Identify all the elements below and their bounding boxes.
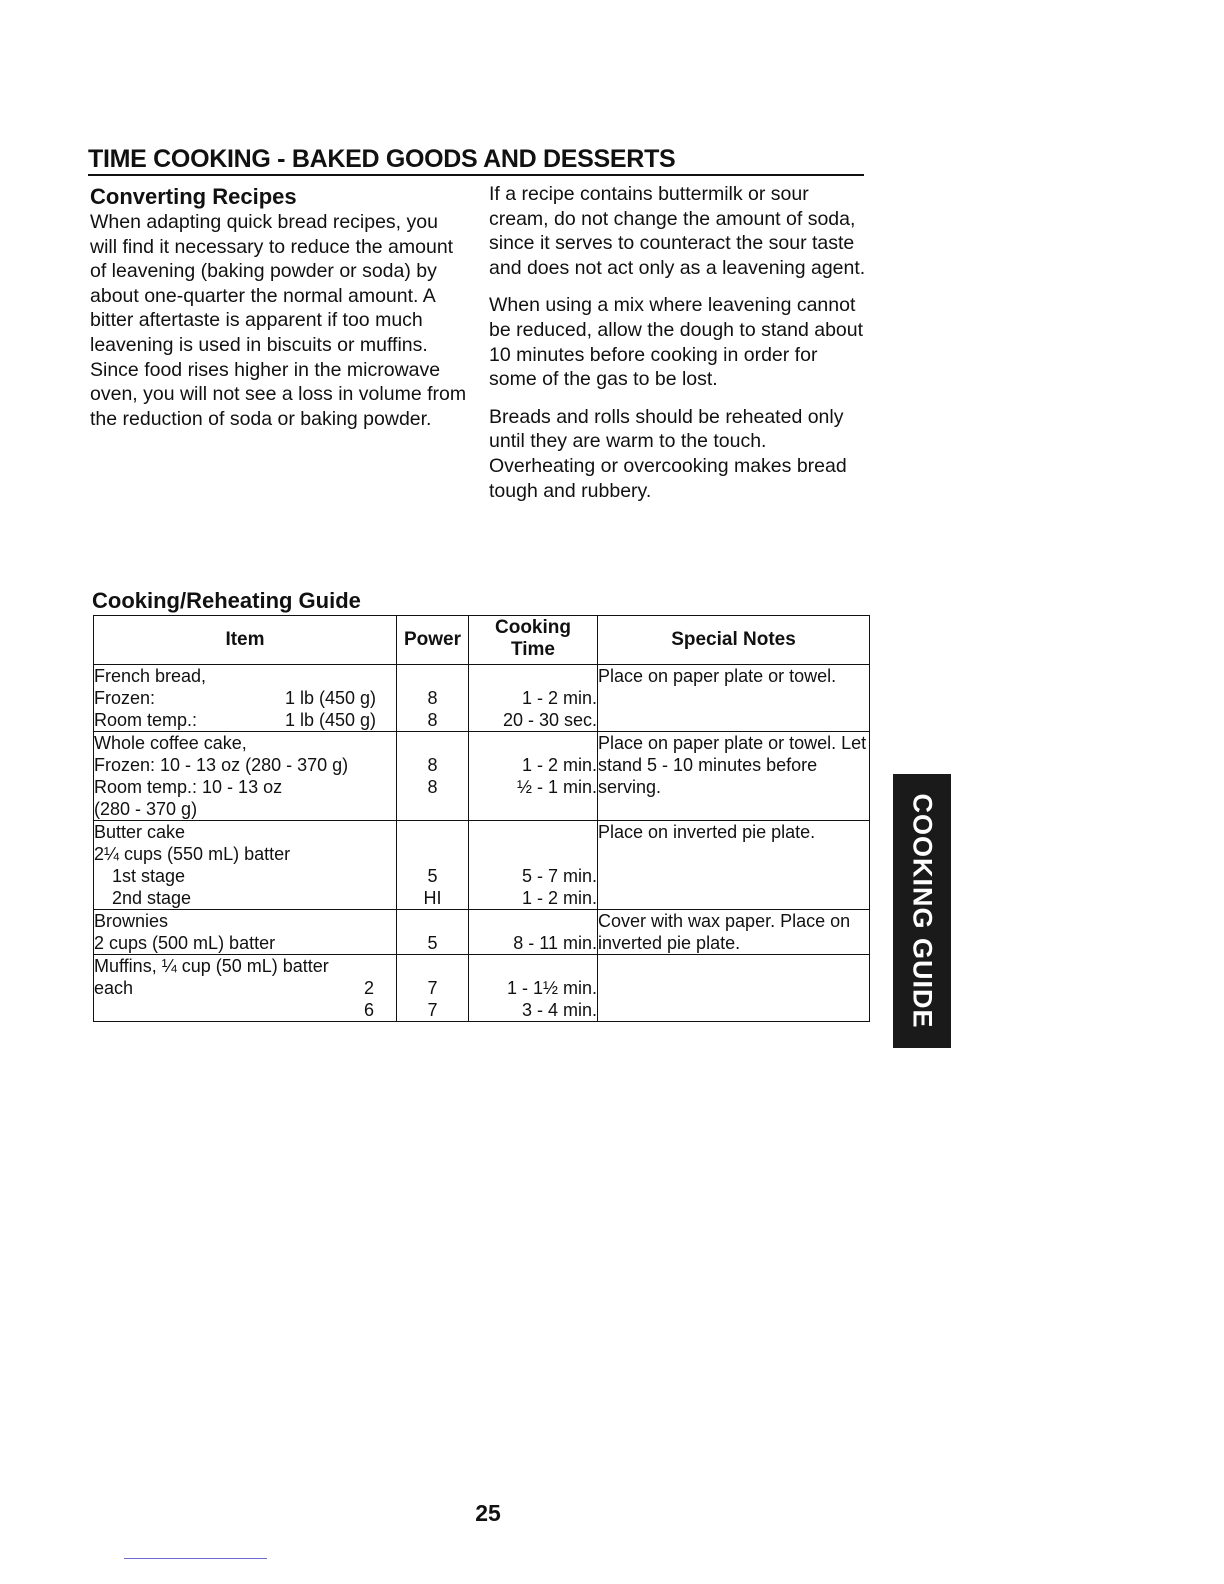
power-value: 7 [427,1000,438,1020]
item-label: Room temp.: [94,710,198,730]
power-cell [397,732,469,821]
item-amount: 1 lb (450 g) [284,688,376,708]
power-value: 7 [427,978,438,998]
notes-cell [598,955,870,1022]
item-line: French bread, [94,666,207,686]
power-value: 8 [427,710,438,730]
item-line: (280 - 370 g) [94,799,198,819]
item-label: Frozen: [94,688,156,708]
item-cell [94,732,397,821]
item-line: Room temp.: 10 - 13 oz [94,777,283,797]
time-value: 8 - 11 min. [513,933,597,953]
header-item: Item [94,616,397,665]
time-value: 1 - 1½ min. [506,978,597,998]
notes-cell: Place on inverted pie plate. [598,821,870,910]
item-label: each [94,978,134,998]
cooking-guide-table [93,615,870,1022]
item-line: Whole coffee cake, [94,733,247,753]
page-number: 25 [475,1500,501,1526]
table-header-row [94,616,870,665]
item-line: Muffins, ¼ cup (50 mL) batter [94,956,329,976]
table-row [94,910,870,955]
item-line: Frozen: 10 - 13 oz (280 - 370 g) [94,755,349,775]
item-line: 2 cups (500 mL) batter [94,933,276,953]
power-value [397,955,468,977]
item-line: Butter cake [94,822,186,842]
table-row [94,955,870,1022]
table-row [94,665,870,732]
power-value: 8 [427,777,438,797]
header-time-line2: Time [510,639,555,660]
table-row [94,821,870,910]
time-cell [469,732,598,821]
item-line: Brownies [94,911,169,931]
item-cell [94,665,397,732]
notes-cell: Place on paper plate or towel. Let stand 5 - 10 minutes before serving. [598,732,870,821]
time-value: 5 - 7 min. [521,866,597,886]
time-value [469,665,597,687]
time-value: 3 - 4 min. [521,1000,597,1020]
power-cell [397,665,469,732]
page-title: TIME COOKING - BAKED GOODS AND DESSERTS [88,144,864,176]
power-value [397,843,468,865]
item-line: 2¼ cups (550 mL) batter [94,844,291,864]
converting-recipes-section [90,184,470,431]
time-value: 1 - 2 min. [521,688,597,708]
header-cooking-time [469,616,598,665]
time-value: 1 - 2 min. [521,755,597,775]
notes-cell: Place on paper plate or towel. [598,665,870,732]
item-line [94,977,396,999]
power-value [397,665,468,687]
time-value [469,821,597,843]
time-value: ½ - 1 min. [516,777,597,797]
item-cell [94,821,397,910]
time-cell [469,821,598,910]
power-value: HI [423,888,442,908]
item-line [94,709,396,731]
right-column-section [489,182,869,516]
table-row [94,732,870,821]
item-line [94,999,396,1021]
time-value [469,955,597,977]
header-time-line1: Cooking [495,617,571,638]
power-value [397,732,468,754]
header-power: Power [397,616,469,665]
time-cell [469,955,598,1022]
item-line [94,687,396,709]
power-cell [397,955,469,1022]
item-cell [94,910,397,955]
power-value [397,821,468,843]
time-value [469,910,597,932]
item-line: 2nd stage [112,888,192,908]
header-special-notes: Special Notes [598,616,870,665]
time-value: 20 - 30 sec. [502,710,597,730]
power-cell [397,910,469,955]
converting-recipes-paragraph: When adapting quick bread recipes, you will find it necessary to reduce the amount of leavening (baking powder or soda) by about one-quarter the normal amount. A bitter aftertaste is apparent if too much leavening is used in biscuits or muffins. Since food rises higher in the microwave oven, you will not see a loss in volume from the reduction of soda or baking powder. [90,211,467,430]
reheat-breads-paragraph: Breads and rolls should be reheated only until they are warm to the touch. Overheating or overcooking makes bread tough and rubbery. [489,405,847,502]
side-tab-label: COOKING GUIDE [907,793,938,1029]
converting-recipes-heading: Converting Recipes [90,184,297,209]
item-count: 2 [363,978,374,998]
item-amount: 1 lb (450 g) [284,710,376,730]
time-value: 1 - 2 min. [521,888,597,908]
notes-cell: Cover with wax paper. Place on inverted pie plate. [598,910,870,955]
power-value: 5 [427,866,438,886]
time-value [469,732,597,754]
time-cell [469,665,598,732]
mix-leavening-paragraph: When using a mix where leavening cannot be reduced, allow the dough to stand about 10 minutes before cooking in order for some of the gas to be lost. [489,294,864,391]
item-cell [94,955,397,1022]
power-value: 8 [427,688,438,708]
time-value [469,843,597,865]
item-line: 1st stage [112,866,186,886]
footer-rule [124,1558,267,1559]
time-cell [469,910,598,955]
item-count: 6 [363,1000,374,1020]
power-cell [397,821,469,910]
power-value: 5 [427,933,438,953]
guide-heading: Cooking/Reheating Guide [92,588,361,613]
buttermilk-paragraph: If a recipe contains buttermilk or sour cream, do not change the amount of soda, since it serves to counteract the sour taste and does not act only as a leavening agent. [489,183,866,279]
power-value [397,910,468,932]
power-value: 8 [427,755,438,775]
